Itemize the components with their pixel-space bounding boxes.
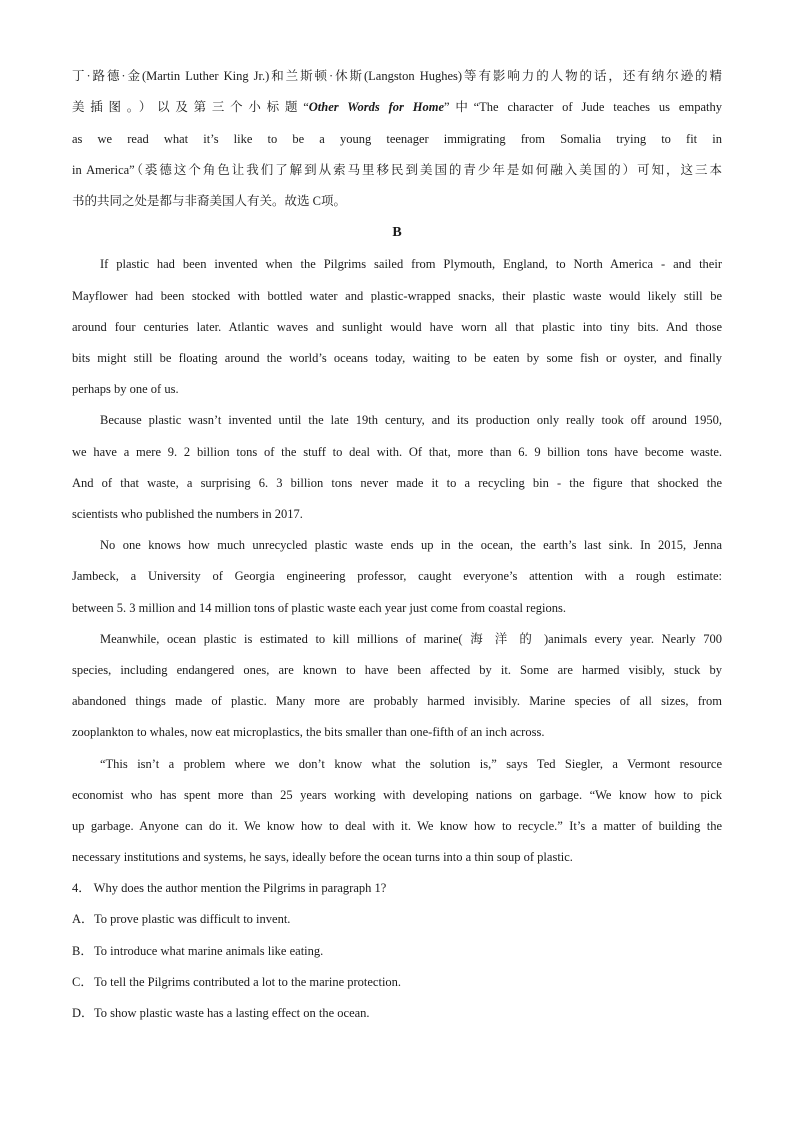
p3-line-3: between 5. 3 million and 14 million tons of plastic waste each year just come from coastal regions.	[72, 601, 566, 615]
subheading-title: Other Words for Home	[308, 100, 445, 114]
p1-line-2: Mayflower had been stocked with bottled water and plastic-wrapped snacks, their plastic waste would likely still be	[72, 289, 722, 303]
p5-line-1: “This isn’t a problem where we don’t know what the solution is,” says Ted Siegler, a Vermont resource	[100, 757, 722, 771]
option-a	[72, 909, 722, 929]
question-text: 4． Why does the author mention the Pilgrims in paragraph 1?	[72, 881, 387, 895]
intro-line-2-c: ”中“The character of Jude teaches us empathy	[444, 100, 722, 114]
intro-line-1: 丁·路德·金(Martin Luther King Jr.)和兰斯顿·休斯(Langston Hughes)等有影响力的人物的话，还有纳尔逊的精	[72, 69, 722, 83]
intro-line-5: 书的共同之处是都与非裔美国人有关。故选 C项。	[72, 194, 346, 208]
intro-line-3: as we read what it’s like to be a young teenager immigrating from Somalia trying to fit in	[72, 132, 722, 146]
option-d-text: To show plastic waste has a lasting effect on the ocean.	[94, 1006, 370, 1020]
option-b-text: To introduce what marine animals like eating.	[94, 944, 324, 958]
p3-line-2: Jambeck, a University of Georgia engineering professor, caught everyone’s attention with a rough estimate:	[72, 569, 722, 583]
p1-line-1: If plastic had been invented when the Pilgrims sailed from Plymouth, England, to North America - and their	[100, 257, 722, 271]
p2-line-3: And of that waste, a surprising 6. 3 billion tons never made it to a recycling bin - the figure that shocked the	[72, 476, 722, 490]
p3-line-1: No one knows how much unrecycled plastic waste ends up in the ocean, the earth’s last sink. In 2015, Jenna	[100, 538, 722, 552]
option-c-letter: C．	[72, 975, 93, 989]
intro-line-4: in America”（裘德这个角色让我们了解到从索马里移民到美国的青少年是如何融入美国的）可知，这三本	[72, 163, 722, 177]
option-a-text: To prove plastic was difficult to invent.	[94, 912, 291, 926]
p5-line-4: necessary institutions and systems, he says, ideally before the ocean turns into a thin soup of plastic.	[72, 850, 573, 864]
option-b-letter: B．	[72, 944, 93, 958]
p5-line-3: up garbage. Anyone can do it. We know how to deal with it. We know how to recycle.” It’s a matter of building the	[72, 819, 722, 833]
option-d	[72, 1003, 722, 1023]
p4-line-2: species, including endangered ones, are known to have been affected by it. Some are harmed visibly, stuck by	[72, 663, 722, 677]
p1-line-5: perhaps by one of us.	[72, 382, 179, 396]
p2-line-4: scientists who published the numbers in 2017.	[72, 507, 303, 521]
p2-line-1: Because plastic wasn’t invented until the late 19th century, and its production only really took off around 1950,	[100, 413, 722, 427]
section-heading: B	[392, 225, 402, 240]
option-c-text: To tell the Pilgrims contributed a lot to the marine protection.	[94, 975, 402, 989]
intro-line-2-a: 美插图。）以及第三个小标题“	[72, 100, 309, 114]
p1-line-4: bits might still be floating around the world’s oceans today, waiting to be eaten by some fish or oyster, and finally	[72, 351, 722, 365]
option-c	[72, 972, 722, 992]
option-b	[72, 941, 722, 961]
p2-line-2: we have a mere 9. 2 billion tons of the stuff to deal with. Of that, more than 6. 9 billion tons have become waste.	[72, 445, 722, 459]
option-d-letter: D．	[72, 1006, 94, 1020]
option-a-letter: A．	[72, 912, 94, 926]
p4-line-3: abandoned things made of plastic. Many more are probably harmed invisibly. Marine species of all sizes, from	[72, 694, 722, 708]
p1-line-3: around four centuries later. Atlantic waves and sunlight would have worn all that plastic into tiny bits. And those	[72, 320, 722, 334]
p5-line-2: economist who has spent more than 25 years working with developing nations on garbage. “We know how to pick	[72, 788, 722, 802]
p4-line-4: zooplankton to whales, now eat microplastics, the bits smaller than one-fifth of an inch across.	[72, 725, 545, 739]
p4-line-1: Meanwhile, ocean plastic is estimated to kill millions of marine( 海 洋 的 )animals every year. Nearly 700	[100, 632, 722, 646]
intro-line-2	[72, 97, 722, 117]
